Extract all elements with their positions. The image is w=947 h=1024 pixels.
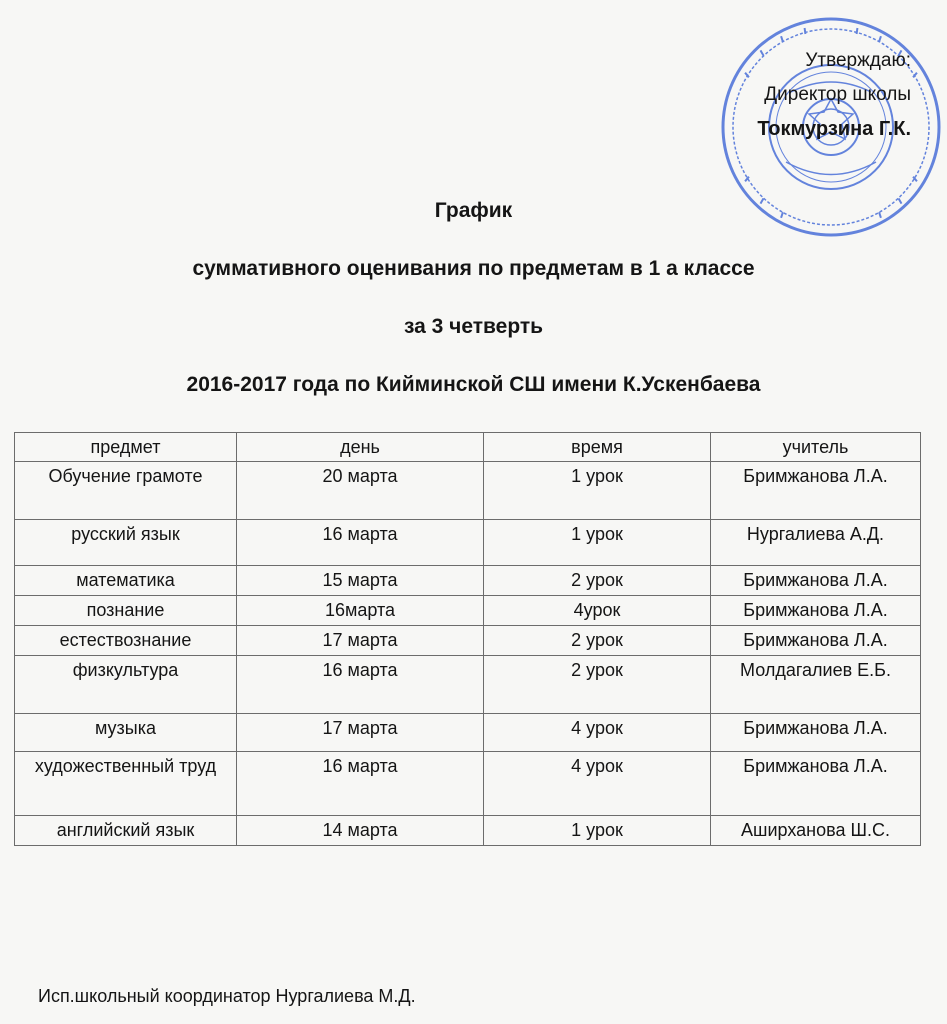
cell-time: 4урок xyxy=(484,596,711,626)
cell-teacher: Бримжанова Л.А. xyxy=(711,626,921,656)
table-row xyxy=(15,566,921,596)
cell-teacher: Бримжанова Л.А. xyxy=(711,596,921,626)
table-row xyxy=(15,596,921,626)
director-title: Директор школы xyxy=(764,84,911,105)
cell-day: 20 марта xyxy=(237,462,484,520)
cell-day: 17 марта xyxy=(237,714,484,752)
column-header-day: день xyxy=(237,433,484,462)
cell-subject: русский язык xyxy=(15,520,237,566)
cell-teacher: Молдагалиев Е.Б. xyxy=(711,656,921,714)
table-row xyxy=(15,714,921,752)
cell-day: 15 марта xyxy=(237,566,484,596)
table-row xyxy=(15,752,921,816)
document-header xyxy=(0,196,947,428)
cell-teacher: Бримжанова Л.А. xyxy=(711,752,921,816)
cell-teacher: Бримжанова Л.А. xyxy=(711,566,921,596)
cell-teacher: Бримжанова Л.А. xyxy=(711,714,921,752)
cell-subject: естествознание xyxy=(15,626,237,656)
cell-time: 4 урок xyxy=(484,752,711,816)
approval-block xyxy=(757,44,911,146)
cell-day: 14 марта xyxy=(237,816,484,846)
column-header-subject: предмет xyxy=(15,433,237,462)
cell-time: 4 урок xyxy=(484,714,711,752)
table-row xyxy=(15,520,921,566)
table-row xyxy=(15,626,921,656)
cell-subject: английский язык xyxy=(15,816,237,846)
document-period: за 3 четверть xyxy=(403,315,544,338)
cell-day: 17 марта xyxy=(237,626,484,656)
document-subtitle: суммативного оценивания по предметам в 1 а классе xyxy=(192,257,755,280)
cell-subject: физкультура xyxy=(15,656,237,714)
cell-day: 16 марта xyxy=(237,752,484,816)
cell-time: 1 урок xyxy=(484,462,711,520)
cell-teacher: Аширханова Ш.С. xyxy=(711,816,921,846)
cell-time: 1 урок xyxy=(484,816,711,846)
cell-time: 1 урок xyxy=(484,520,711,566)
director-name: Токмурзина Г.К. xyxy=(757,118,911,140)
table-row xyxy=(15,816,921,846)
coordinator-signature: Исп.школьный координатор Нургалиева М.Д. xyxy=(38,986,416,1006)
table-row xyxy=(15,462,921,520)
cell-time: 2 урок xyxy=(484,656,711,714)
document-school-year: 2016-2017 года по Кийминской СШ имени К.Ускенбаева xyxy=(186,373,761,396)
column-header-time: время xyxy=(484,433,711,462)
cell-day: 16 марта xyxy=(237,656,484,714)
table-header-row xyxy=(15,433,921,462)
cell-subject: математика xyxy=(15,566,237,596)
cell-teacher: Бримжанова Л.А. xyxy=(711,462,921,520)
cell-subject: Обучение грамоте xyxy=(15,462,237,520)
cell-teacher: Нургалиева А.Д. xyxy=(711,520,921,566)
cell-time: 2 урок xyxy=(484,626,711,656)
cell-day: 16 марта xyxy=(237,520,484,566)
cell-subject: познание xyxy=(15,596,237,626)
approve-label: Утверждаю: xyxy=(805,50,911,71)
schedule-table xyxy=(14,432,921,846)
cell-day: 16марта xyxy=(237,596,484,626)
column-header-teacher: учитель xyxy=(711,433,921,462)
table-row xyxy=(15,656,921,714)
cell-subject: музыка xyxy=(15,714,237,752)
cell-subject: художественный труд xyxy=(15,752,237,816)
document-title: График xyxy=(434,199,513,222)
cell-time: 2 урок xyxy=(484,566,711,596)
